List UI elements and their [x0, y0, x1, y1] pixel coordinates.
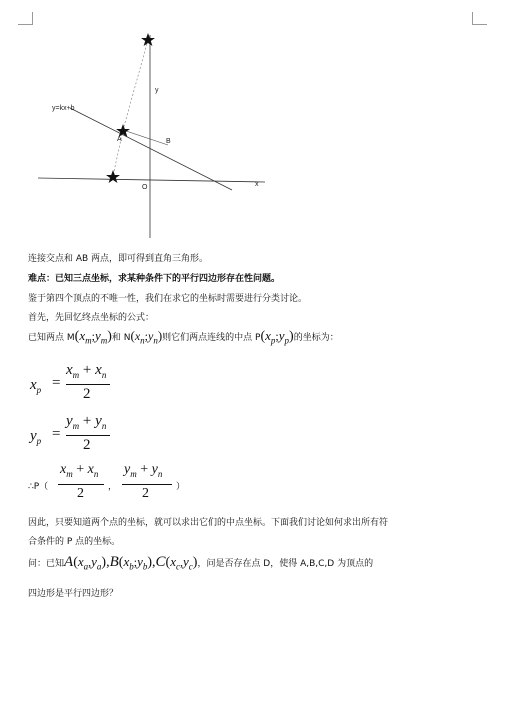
- paragraph-7: 合条件的 P 点的坐标。: [28, 537, 121, 547]
- paragraph-9: 四边形是平行四边形？: [28, 589, 119, 599]
- fraction-bar: [66, 384, 110, 385]
- star-marker-axis: [106, 170, 120, 183]
- text-coordinates-are: 的坐标为：: [293, 333, 339, 343]
- point-b-label: B: [166, 138, 171, 145]
- paragraph-4: 首先，先回忆终点坐标的公式：: [28, 313, 155, 323]
- paragraph-3: 鉴于第四个顶点的不唯一性，我们在求它的坐标时需要进行分类讨论。: [28, 294, 308, 304]
- paragraph-difficulty: 难点：已知三点坐标，求某种条件下的平行四边形存在性问题。: [28, 274, 281, 284]
- text-midpoint-p: 则它们两点连线的中点 P: [162, 333, 261, 343]
- text-question-suffix: ，问是否存在点 D，使得 A,B,C,D 为顶点的: [197, 559, 374, 569]
- paragraph-question: 问：已知$A(x_a,y_a),B(x_b;y_b),C(x_c,y_c)$，问是否存在点 D，使得 A,B,C,D 为顶点的: [28, 554, 374, 572]
- star-marker-top: [141, 33, 155, 46]
- fraction-bar: [122, 484, 172, 485]
- x-axis-label: x: [255, 181, 259, 188]
- close-paren: ）: [176, 482, 186, 492]
- comma: ，: [108, 482, 118, 492]
- paragraph-midpoint: 已知两点 $M(x_m;y_m)$和 $N(x_n;y_n)$则它们两点连线的中点 $P(x_p;y_p)$的坐标为：: [28, 328, 339, 346]
- fraction-bar: [66, 435, 110, 436]
- text-question-prefix: 问：已知: [28, 559, 65, 569]
- dashed-segment-top: [123, 40, 148, 130]
- paragraph-6: 因此，只要知道两个点的坐标，就可以求出它们的中点坐标。下面我们讨论如何求出所有符: [28, 518, 389, 528]
- paragraph-1: 连接交点和 AB 两点，即可得到直角三角形。: [28, 254, 209, 264]
- therefore-p: ∴P（: [28, 482, 49, 492]
- segment-ab: [123, 130, 168, 145]
- fraction-bar: [58, 484, 104, 485]
- origin-label: O: [142, 184, 148, 191]
- text-and-n: 和 N: [111, 333, 131, 343]
- line-kx-b: [70, 108, 232, 190]
- y-axis-label: y: [155, 87, 159, 94]
- coordinate-figure: [0, 0, 300, 245]
- text-known-points: 已知两点 M: [28, 333, 75, 343]
- crop-mark-top-right: [472, 12, 487, 25]
- line-label: y=kx+b: [52, 105, 75, 112]
- point-a-label: A: [117, 136, 122, 143]
- x-axis: [38, 178, 265, 182]
